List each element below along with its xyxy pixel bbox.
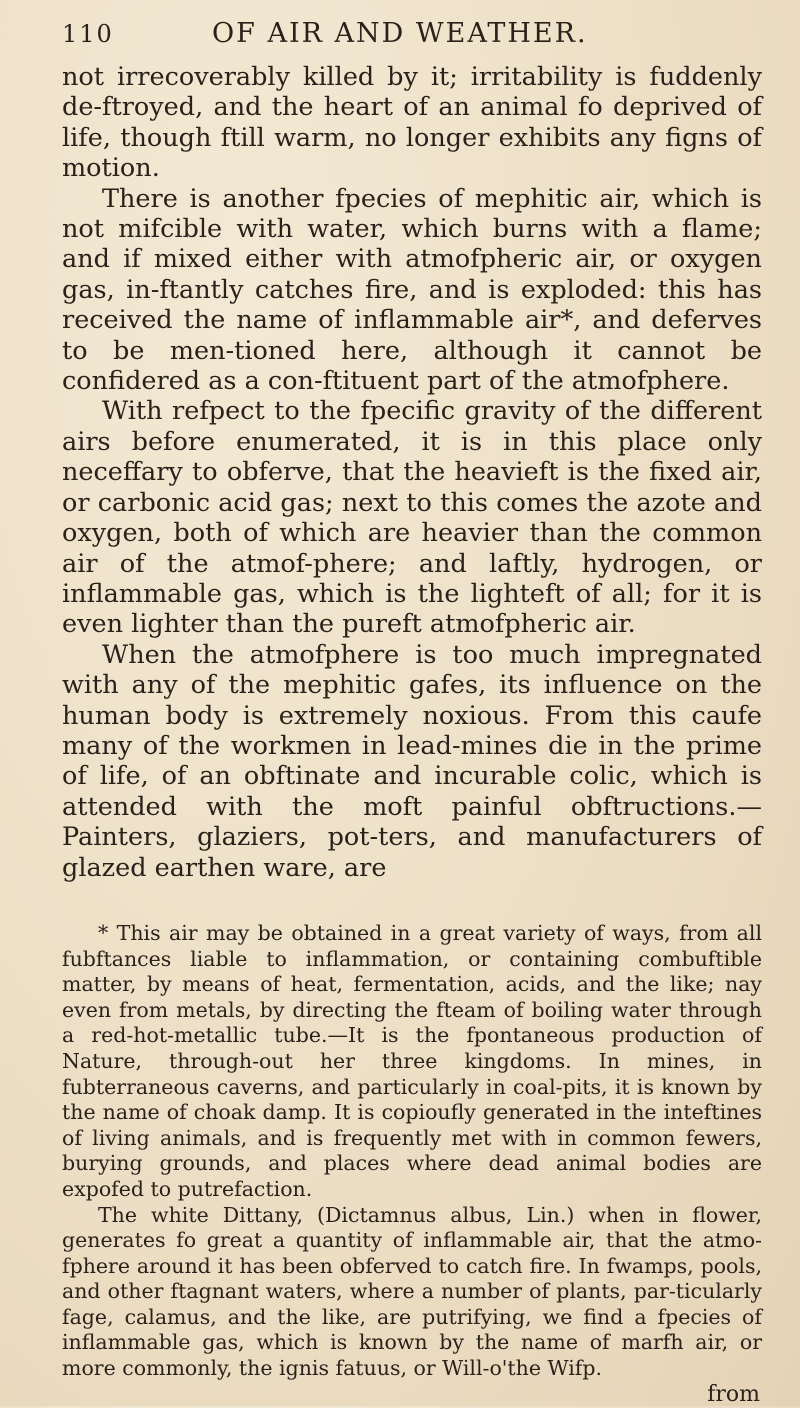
footnote: * This air may be obtained in a great variety of ways, from all fubftances liable to inflammation, or containing combuftible matter, by means of heat, fermentation, acids, and the like; nay even from metals, by directing the fteam of boiling water through a red-hot-metallic tube.—It is the fpontaneous production of Nature, through-out her three kingdoms. In mines, in fubterraneous caverns, and particularly in coal-pits, it is known by the name of choak damp. It is copioufly generated in the inteftines of living animals, and is frequently met with in common fewers, burying grounds, and places where dead animal bodies are expofed to putrefaction. xyxy=(62,920,762,1201)
main-text xyxy=(62,62,762,883)
paragraph: There is another fpecies of mephitic air, which is not mifcible with water, which burns with a flame; and if mixed either with atmofpheric air, or oxygen gas, in-ftantly catches fire, and is exploded: this has received the name of inflammable air*, and deferves to be men-tioned here, although it cannot be confidered as a con-ftituent part of the atmofphere. xyxy=(62,183,762,397)
catchword: from xyxy=(707,1381,760,1407)
page-number: 110 xyxy=(62,20,114,48)
paragraph: When the atmofphere is too much impregnated with any of the mephitic gafes, its influence on the human body is extremely noxious. From this caufe many of the workmen in lead-mines die in the prime of life, of an obftinate and incurable colic, which is attended with the moft painful obftructions.—Painters, glaziers, pot-ters, and manufacturers of glazed earthen ware, are xyxy=(62,639,762,883)
page-header xyxy=(62,18,762,62)
book-page xyxy=(62,18,762,1408)
footnotes xyxy=(62,921,762,1382)
paragraph: not irrecoverably killed by it; irritability is fuddenly de-ftroyed, and the heart of an animal fo deprived of life, though ftill warm, no longer exhibits any figns of motion. xyxy=(62,62,762,184)
paragraph: With refpect to the fpecific gravity of the different airs before enumerated, it is in this place only neceffary to obferve, that the heavieft is the fixed air, or carbonic acid gas; next to this comes the azote and oxygen, both of which are heavier than the common air of the atmof-phere; and laftly, hydrogen, or inflammable gas, which is the lighteft of all; for it is even lighter than the pureft atmofpheric air. xyxy=(62,396,762,640)
footnote: The white Dittany, (Dictamnus albus, Lin.) when in flower, generates fo great a quantity of inflammable air, that the atmo-fphere around it has been obferved to catch fire. In fwamps, pools, and other ftagnant waters, where a number of plants, par-ticularly fage, calamus, and the like, are putrifying, we find a fpecies of inflammable gas, which is known by the name of marfh air, or more commonly, the ignis fatuus, or Will-o'the Wifp. xyxy=(62,1202,762,1381)
running-head: OF AIR AND WEATHER. xyxy=(212,18,588,49)
